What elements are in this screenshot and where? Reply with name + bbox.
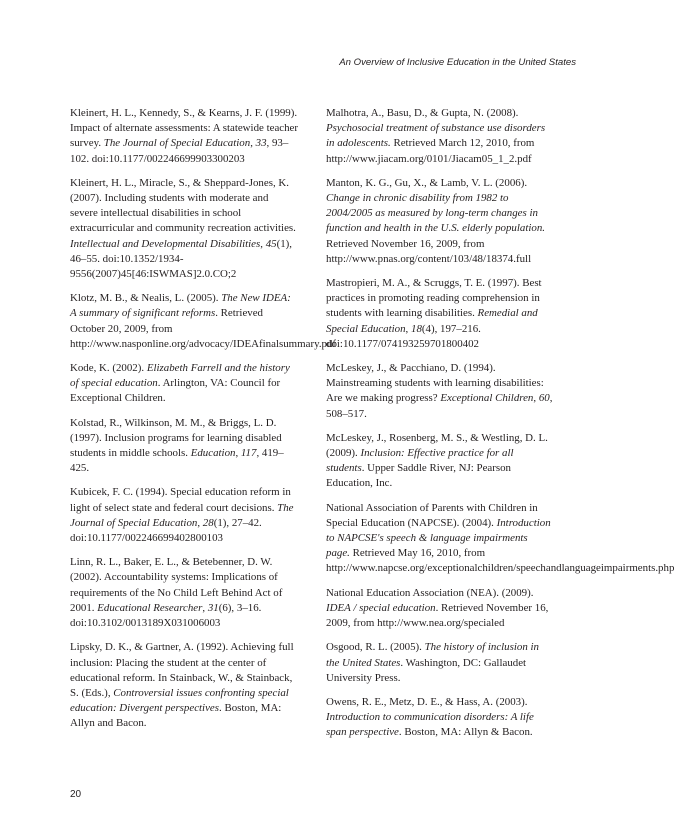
reference-text: Mastropieri, M. A., & Scruggs, T. E. (1997). Best practices in promoting reading comprehension in students with learning disabilities. — [326, 277, 542, 320]
reference-text: Manton, K. G., Gu, X., & Lamb, V. L. (2006). — [326, 176, 528, 189]
reference-italic-text: Change in chronic disability from 1982 to 2004/2005 as measured by long-term changes in function and health in the U.S. elderly population. — [326, 192, 545, 235]
reference-text: Kleinert, H. L., Miracle, S., & Sheppard-Jones, K. (2007). Including students with moderate and severe intellectual disabilities in school extracurricular and community recreation activities. — [70, 176, 296, 235]
reference-text: . Upper Saddle River, NJ: Pearson Education, Inc. — [326, 462, 511, 490]
reference-italic-text: 31 — [207, 601, 219, 614]
reference-text: (1), 46–55. doi:10.1352/1934-9556(2007)45[46:ISWMAS]2.0.CO;2 — [70, 237, 293, 281]
reference-entry — [326, 276, 554, 352]
reference-entry — [70, 176, 298, 282]
reference-italic-text: Psychosocial treatment of substance use disorders in adolescents. — [326, 122, 546, 150]
reference-text: . Washington, DC: Gallaudet University Press. — [326, 656, 527, 684]
reference-italic-text: 18 — [411, 322, 422, 335]
reference-italic-text: Introduction to communication disorders: A life span perspective — [326, 711, 534, 739]
reference-entry — [70, 416, 298, 477]
running-head: An Overview of Inclusive Education in the United States — [339, 57, 576, 68]
reference-text: Retrieved November 16, 2009, from http://www.pnas.org/content/103/48/18374.full — [326, 237, 532, 265]
reference-text: , — [533, 392, 539, 405]
reference-italic-text: Inclusion: Effective practice for all students — [326, 447, 514, 475]
reference-text: , — [405, 322, 411, 335]
reference-text: (4), 197–216. doi:10.1177/074193259701800402 — [326, 322, 481, 350]
reference-italic-text: Remedial and Special Education — [326, 307, 538, 335]
reference-text: Klotz, M. B., & Nealis, L. (2005). — [70, 292, 222, 305]
reference-text: , 508–517. — [326, 392, 553, 420]
reference-italic-text: Introduction to NAPCSE's speech & language impairments page. — [326, 516, 551, 560]
reference-text: Retrieved May 16, 2010, from http://www.napcse.org/exceptionalchildren/speechandlanguageimpairments.php — [326, 547, 674, 575]
reference-text: Linn, R. L., Baker, E. L., & Betebenner, D. W. (2002). Accountability systems: Implications of requirements of the No Child Left Behind Act of 2001. — [70, 556, 283, 614]
reference-entry — [70, 485, 298, 546]
reference-text: Kleinert, H. L., Kennedy, S., & Kearns, J. F. (1999). Impact of alternate assessments: A statewide teacher survey. — [70, 107, 299, 150]
reference-text: , — [202, 601, 208, 614]
reference-entry — [326, 695, 554, 741]
reference-text: Malhotra, A., Basu, D., & Gupta, N. (2008). — [326, 107, 519, 119]
reference-text: Osgood, R. L. (2005). — [326, 641, 425, 654]
reference-text: , 419–425. — [70, 447, 284, 475]
page-number: 20 — [70, 789, 82, 800]
reference-text: . Arlington, VA: Council for Exceptional Children. — [70, 377, 281, 405]
reference-text: National Association of Parents with Children in Special Education (NAPCSE). (2004). — [326, 501, 538, 529]
reference-text: . Boston, MA: Allyn and Bacon. — [70, 702, 282, 730]
reference-italic-text: Education — [190, 447, 236, 460]
reference-text: , — [260, 237, 266, 250]
reference-text: , — [235, 447, 241, 460]
reference-text: Retrieved March 12, 2010, from http://www.jiacam.org/0101/Jiacam05_1_2.pdf — [326, 137, 535, 165]
reference-italic-text: 28 — [202, 516, 214, 529]
reference-text: Owens, R. E., Metz, D. E., & Hass, A. (2003). — [326, 695, 528, 708]
reference-text: Lipsky, D. K., & Gartner, A. (1992). Achieving full inclusion: Placing the student at the center of educational reform. In Stainback, W., & Stainback, S. (Eds.), — [70, 641, 294, 699]
reference-italic-text: The Journal of Special Education — [70, 501, 294, 529]
reference-entry — [70, 640, 298, 731]
reference-italic-text: IDEA / special education — [326, 601, 436, 614]
reference-text: (1), 27–42. doi:10.1177/002246699402800103 — [70, 516, 262, 545]
references-right-column — [326, 106, 674, 750]
reference-entry — [326, 501, 674, 577]
reference-text: McLeskey, J., Rosenberg, M. S., & Westling, D. L. (2009). — [326, 431, 548, 460]
reference-italic-text: The history of inclusion in the United States — [326, 641, 539, 669]
reference-entry — [326, 640, 554, 686]
reference-entry — [70, 106, 298, 167]
reference-entry — [70, 555, 298, 631]
reference-text: National Education Association (NEA). (2009). — [326, 586, 534, 599]
reference-italic-text: Intellectual and Developmental Disabilities — [70, 237, 261, 250]
reference-italic-text: Controversial issues confronting special education: Divergent perspectives — [70, 686, 289, 715]
reference-text: . Retrieved October 20, 2009, from http://www.nasponline.org/advocacy/IDEAfinalsummary.pdf — [70, 307, 337, 350]
references-left-column — [70, 106, 337, 741]
reference-text: . Retrieved November 16, 2009, from http://www.nea.org/specialed — [326, 601, 549, 630]
reference-text: McLeskey, J., & Pacchiano, D. (1994). Mainstreaming students with learning disabilities: Are we making progress? — [326, 362, 544, 405]
reference-italic-text: 60 — [538, 392, 550, 405]
reference-italic-text: 45 — [265, 237, 277, 250]
reference-text: , — [197, 516, 203, 529]
reference-text: Kolstad, R., Wilkinson, M. M., & Briggs, L. D. (1997). Inclusion programs for learning disabled students in middle schools. — [70, 416, 282, 460]
reference-text: , — [250, 137, 256, 150]
reference-text: (6), 3–16. doi:10.3102/0013189X031006003 — [70, 601, 262, 630]
reference-italic-text: Elizabeth Farrell and the history of special education — [70, 362, 290, 390]
reference-italic-text: The New IDEA: A summary of significant reforms — [70, 292, 291, 320]
reference-text: Kubicek, F. C. (1994). Special education reform in light of select state and federal court decisions. — [70, 486, 291, 514]
reference-text: Kode, K. (2002). — [70, 362, 147, 375]
reference-italic-text: Educational Researcher — [97, 601, 203, 614]
reference-entry — [326, 431, 554, 492]
reference-entry — [326, 361, 554, 422]
reference-entry — [326, 106, 554, 167]
reference-text: . Boston, MA: Allyn & Bacon. — [398, 726, 533, 739]
reference-entry — [326, 586, 554, 632]
reference-text: , 93–102. doi:10.1177/002246699903300203 — [70, 137, 289, 165]
reference-entry — [326, 176, 554, 267]
reference-entry — [70, 361, 298, 407]
reference-entry — [70, 291, 337, 352]
reference-italic-text: Exceptional Children — [440, 392, 534, 405]
reference-italic-text: The Journal of Special Education — [103, 137, 251, 150]
reference-italic-text: 117 — [240, 447, 257, 460]
reference-italic-text: 33 — [255, 137, 267, 150]
